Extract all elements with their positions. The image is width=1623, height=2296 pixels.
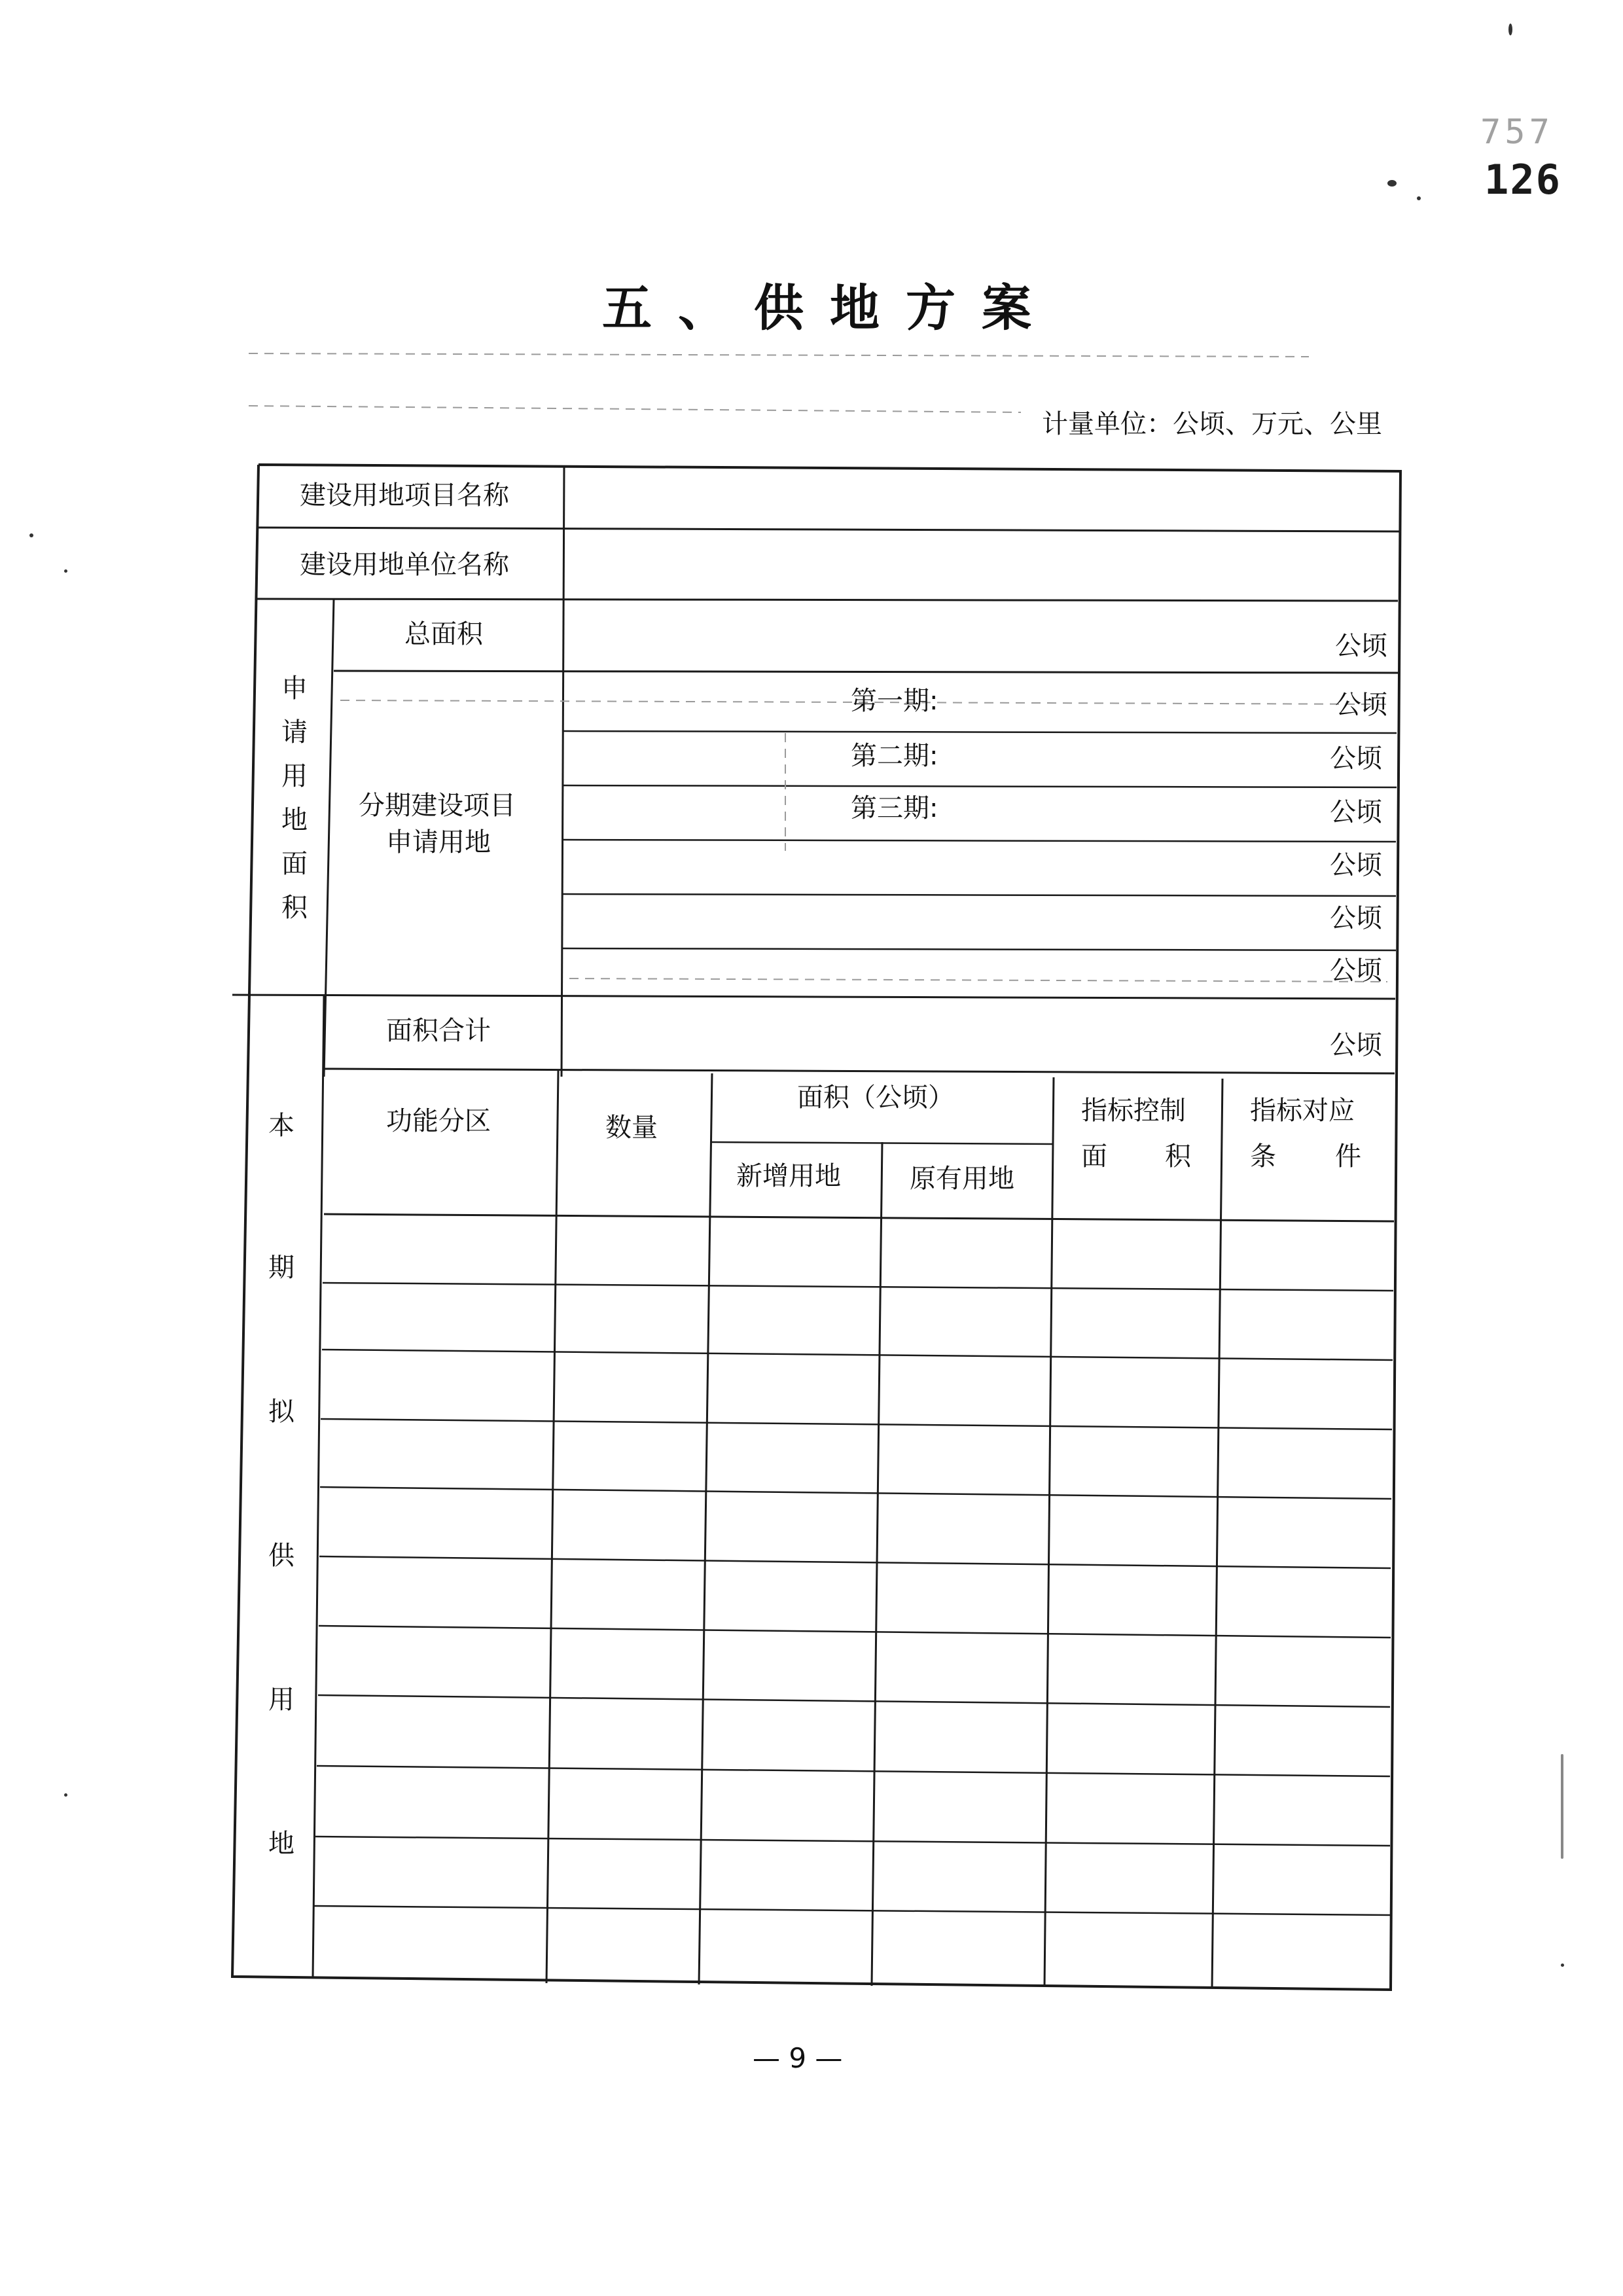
col-header-new-land: 新增用地 [736,1161,841,1191]
scan-speck [1508,24,1512,35]
col-header-control-2b: 积 [1165,1141,1191,1172]
unit-note: 计量单位：公顷、万元、公里 [1042,409,1382,439]
area-sum-label: 面积合计 [386,1016,491,1046]
scan-edge-line [1561,1754,1563,1859]
side-char: 本 [268,1111,294,1141]
unit-name-label: 建设用地单位名称 [300,550,509,580]
scan-speck [64,1793,67,1797]
footer-page-number: — 9 — [753,2042,843,2074]
corner-ghost-number: 757 [1480,113,1554,152]
col-header-existing-land: 原有用地 [910,1164,1014,1194]
area-sum-unit: 公顷 [1330,1030,1382,1060]
page-title: 五、供地方案 [602,279,1058,337]
phase-3-label: 第三期: [851,793,938,823]
side-char: 积 [281,893,308,923]
total-area-label: 总面积 [404,619,483,649]
phase-2-label: 第二期: [851,741,938,771]
total-area-unit: 公顷 [1335,631,1387,661]
scan-speck [1561,1964,1564,1967]
phase-6-unit: 公顷 [1330,956,1382,986]
col-header-control-1: 指标控制 [1081,1096,1186,1126]
phased-label-line2: 申请用地 [386,827,491,857]
side-char: 拟 [268,1397,294,1427]
scan-speck [1417,196,1421,200]
phase-4-unit: 公顷 [1330,850,1382,880]
col-header-control-2a: 面 [1081,1141,1107,1172]
side-char: 期 [268,1253,294,1283]
scan-speck [29,533,33,537]
corner-page-number: 126 [1484,156,1561,204]
side-char: 供 [268,1541,294,1571]
side-char: 地 [268,1829,294,1859]
col-header-zone: 功能分区 [386,1106,491,1136]
scan-speck [64,569,67,573]
phase-1-label: 第一期: [851,686,938,716]
phase-1-unit: 公顷 [1335,690,1387,720]
phase-2-unit: 公顷 [1330,744,1382,774]
side-char: 请 [281,717,308,747]
side-char: 地 [281,805,308,835]
side-char: 用 [281,761,308,791]
phase-5-unit: 公顷 [1330,903,1382,933]
side-char: 申 [281,673,308,704]
col-header-cond-2a: 条 [1250,1141,1276,1172]
col-header-area: 面积（公顷） [797,1083,954,1113]
col-header-cond-1: 指标对应 [1250,1096,1355,1126]
side-char: 用 [268,1685,294,1715]
side-char: 面 [281,849,308,879]
col-header-cond-2b: 件 [1335,1141,1361,1172]
scan-speck [1387,180,1397,187]
project-name-label: 建设用地项目名称 [300,480,509,511]
phase-3-unit: 公顷 [1330,797,1382,827]
col-header-count: 数量 [605,1113,658,1143]
phased-label-line1: 分期建设项目 [359,791,516,821]
